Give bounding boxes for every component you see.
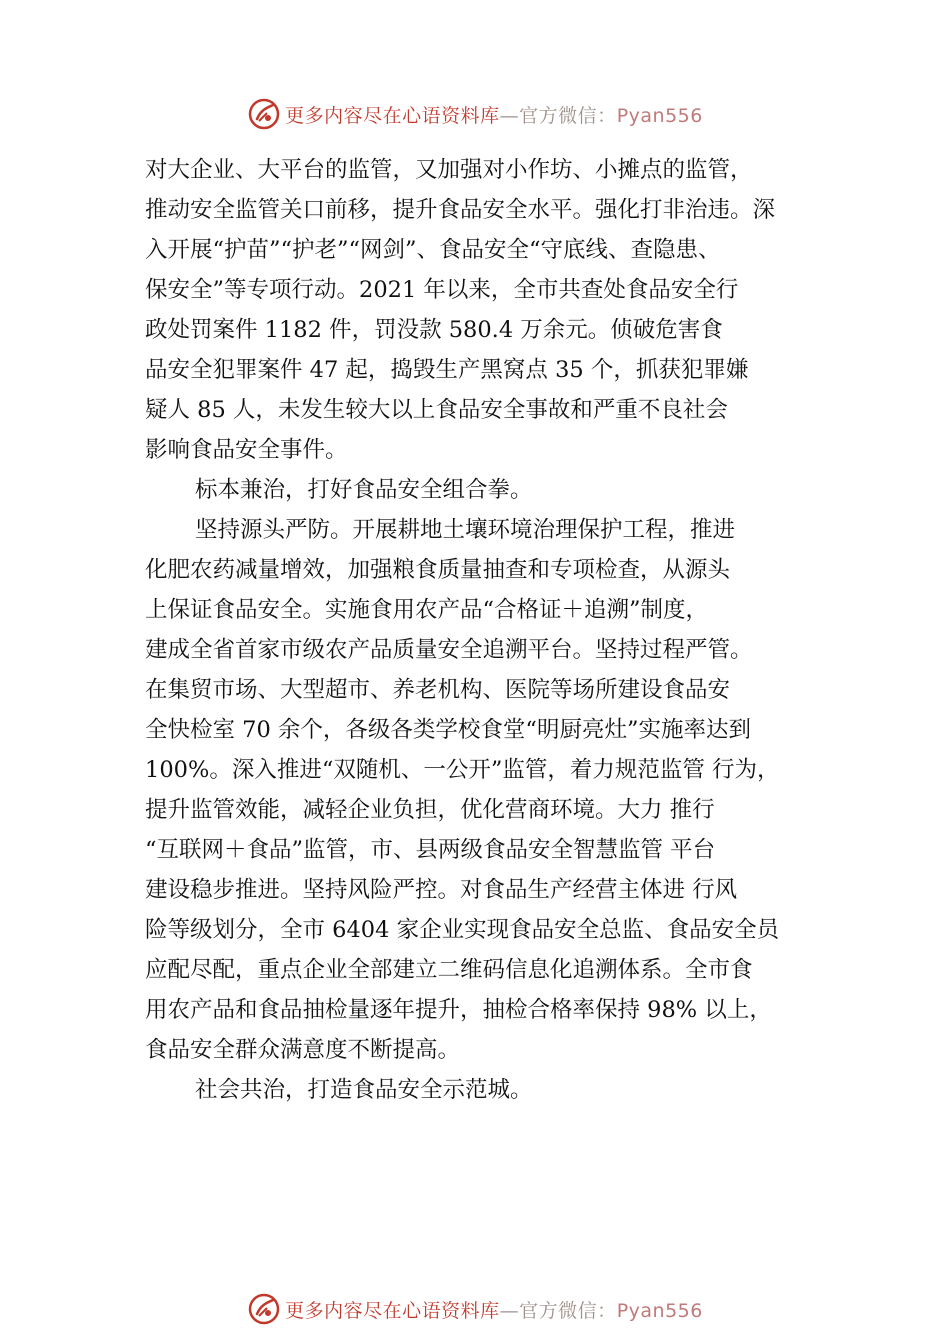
- text-line: 用农产品和食品抽检量逐年提升，抽检合格率保持 98% 以上，: [145, 997, 772, 1023]
- header-watermark: [0, 94, 950, 134]
- document-body: [145, 150, 845, 1110]
- text-line: 化肥农药减量增效，加强粮食质量抽查和专项检查，从源头: [145, 557, 731, 583]
- text-line: 标本兼治，打好食品安全组合拳。: [195, 477, 533, 503]
- text-line: 入开展“护苗”“护老”“网剑”、食品安全“守底线、查隐患、: [145, 237, 721, 263]
- text-line: 品安全犯罪案件 47 起，捣毁生产黑窝点 35 个，抓获犯罪嫌: [145, 357, 749, 383]
- watermark-contact-label: 官方微信：: [519, 104, 617, 127]
- text-line: 推动安全监管关口前移，提升食品安全水平。强化打非治违。深: [145, 197, 776, 223]
- text-line: 在集贸市场、大型超市、养老机构、医院等场所建设食品安: [145, 677, 731, 703]
- watermark-brand: 更多内容尽在心语资料库: [285, 1299, 500, 1322]
- text-line: 坚持源头严防。开展耕地土壤环境治理保护工程，推进: [195, 517, 736, 543]
- watermark-contact-label: 官方微信：: [519, 1299, 617, 1322]
- text-line: 建成全省首家市级农产品质量安全追溯平台。坚持过程严管。: [145, 637, 753, 663]
- watermark-handle: Pyan556: [616, 104, 703, 127]
- text-line: 疑人 85 人，未发生较大以上食品安全事故和严重不良社会: [145, 397, 728, 423]
- text-line: 应配尽配，重点企业全部建立二维码信息化追溯体系。全市食: [145, 957, 753, 983]
- text-line: 食品安全群众满意度不断提高。: [145, 1037, 461, 1063]
- text-line: 上保证食品安全。实施食用农产品“合格证＋追溯”制度，: [145, 597, 709, 623]
- text-line: 政处罚案件 1182 件，罚没款 580.4 万余元。侦破危害食: [145, 317, 723, 343]
- text-line: 建设稳步推进。坚持风险严控。对食品生产经营主体进 行风: [145, 877, 738, 903]
- text-line: 社会共治，打造食品安全示范城。: [195, 1077, 533, 1103]
- text-line: “互联网＋食品”监管，市、县两级食品安全智慧监管 平台: [145, 837, 716, 863]
- text-line: 影响食品安全事件。: [145, 437, 348, 463]
- watermark-separator: —: [499, 104, 520, 127]
- footer-watermark: [0, 1289, 950, 1329]
- watermark-text: [285, 101, 703, 128]
- text-line: 100%。深入推进“双随机、一公开”监管，着力规范监管 行为，: [145, 757, 780, 783]
- brand-logo-icon: [247, 1292, 281, 1326]
- text-line: 险等级划分，全市 6404 家企业实现食品安全总监、食品安全员: [145, 917, 780, 943]
- brand-logo-icon: [247, 97, 281, 131]
- text-line: 对大企业、大平台的监管，又加强对小作坊、小摊点的监管，: [145, 157, 753, 183]
- text-line: 保安全”等专项行动。2021 年以来，全市共查处食品安全行: [145, 277, 739, 303]
- text-line: 提升监管效能，减轻企业负担，优化营商环境。大力 推行: [145, 797, 715, 823]
- watermark-text: [285, 1296, 703, 1323]
- text-line: 全快检室 70 余个，各级各类学校食堂“明厨亮灶”实施率达到: [145, 717, 751, 743]
- watermark-brand: 更多内容尽在心语资料库: [285, 104, 500, 127]
- watermark-separator: —: [499, 1299, 520, 1322]
- watermark-handle: Pyan556: [616, 1299, 703, 1322]
